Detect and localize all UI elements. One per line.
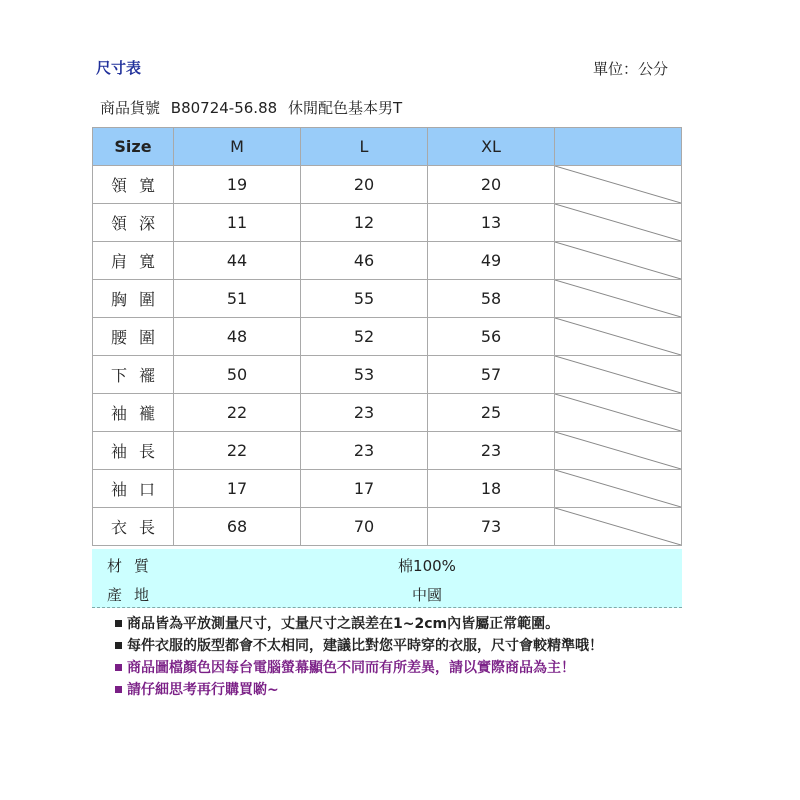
size-value-cell: 53	[301, 356, 428, 394]
measurement-label: 袖長	[93, 432, 174, 470]
origin-row	[92, 578, 682, 607]
empty-cell	[555, 432, 682, 470]
size-value-cell: 23	[301, 394, 428, 432]
note-text: 商品皆為平放測量尺寸，丈量尺寸之誤差在1~2cm內皆屬正常範圍。	[127, 616, 560, 632]
diagonal-slash	[555, 166, 681, 203]
size-value-cell: 23	[301, 432, 428, 470]
table-row	[93, 242, 682, 280]
size-value-cell: 70	[301, 508, 428, 546]
measurement-label: 袖口	[93, 470, 174, 508]
material-row	[92, 549, 682, 578]
size-value-cell: 20	[301, 166, 428, 204]
size-value-cell: 48	[174, 318, 301, 356]
measurement-label: 衣長	[93, 508, 174, 546]
diagonal-slash	[555, 280, 681, 317]
size-value-cell: 56	[428, 318, 555, 356]
empty-cell	[555, 204, 682, 242]
size-value-cell: 25	[428, 394, 555, 432]
note-text: 每件衣服的版型都會不太相同，建議比對您平時穿的衣服，尺寸會較精準哦！	[127, 638, 603, 654]
empty-cell	[555, 280, 682, 318]
table-row	[93, 166, 682, 204]
table-row	[93, 394, 682, 432]
size-value-cell: 46	[301, 242, 428, 280]
material-value: 棉100%	[398, 557, 456, 575]
measurement-label: 領深	[93, 204, 174, 242]
table-row	[93, 508, 682, 546]
empty-cell	[555, 394, 682, 432]
note-text: 商品圖檔顏色因每台電腦螢幕顯色不同而有所差異，請以實際商品為主！	[127, 660, 575, 676]
empty-cell	[555, 318, 682, 356]
note-item	[115, 656, 603, 678]
note-item	[115, 678, 603, 700]
note-item	[115, 634, 603, 656]
diagonal-slash	[555, 470, 681, 507]
notes-list	[115, 612, 603, 700]
size-value-cell: 57	[428, 356, 555, 394]
size-value-cell: 51	[174, 280, 301, 318]
measurement-label: 下襬	[93, 356, 174, 394]
measurement-label: 肩寬	[93, 242, 174, 280]
size-value-cell: 68	[174, 508, 301, 546]
origin-label: 產地	[107, 586, 162, 604]
bullet-icon	[115, 620, 122, 627]
bullet-icon	[115, 686, 122, 693]
page-title: 尺寸表	[96, 59, 142, 77]
material-label: 材質	[107, 557, 162, 575]
column-header: L	[301, 128, 428, 166]
diagonal-slash	[555, 204, 681, 241]
bullet-icon	[115, 664, 122, 671]
unit-label: 單位：公分	[593, 60, 669, 78]
size-value-cell: 52	[301, 318, 428, 356]
product-code: B80724-56.88	[170, 99, 278, 117]
note-text: 請仔細思考再行購買喲~	[127, 682, 279, 698]
column-header: XL	[428, 128, 555, 166]
size-value-cell: 22	[174, 394, 301, 432]
note-item	[115, 612, 603, 634]
table-row	[93, 280, 682, 318]
size-value-cell: 58	[428, 280, 555, 318]
column-header	[555, 128, 682, 166]
bullet-icon	[115, 642, 122, 649]
size-value-cell: 11	[174, 204, 301, 242]
size-value-cell: 50	[174, 356, 301, 394]
empty-cell	[555, 470, 682, 508]
empty-cell	[555, 508, 682, 546]
size-value-cell: 44	[174, 242, 301, 280]
diagonal-slash	[555, 318, 681, 355]
empty-cell	[555, 242, 682, 280]
empty-cell	[555, 166, 682, 204]
table-row	[93, 432, 682, 470]
measurement-label: 領寬	[93, 166, 174, 204]
diagonal-slash	[555, 432, 681, 469]
table-header-row	[93, 128, 682, 166]
size-value-cell: 19	[174, 166, 301, 204]
size-value-cell: 17	[174, 470, 301, 508]
size-value-cell: 13	[428, 204, 555, 242]
size-value-cell: 55	[301, 280, 428, 318]
table-row	[93, 356, 682, 394]
product-line	[100, 97, 408, 118]
empty-cell	[555, 356, 682, 394]
size-value-cell: 23	[428, 432, 555, 470]
diagonal-slash	[555, 394, 681, 431]
diagonal-slash	[555, 242, 681, 279]
column-header: Size	[93, 128, 174, 166]
material-section	[92, 549, 682, 608]
measurement-label: 胸圍	[93, 280, 174, 318]
size-value-cell: 12	[301, 204, 428, 242]
diagonal-slash	[555, 508, 681, 545]
size-value-cell: 22	[174, 432, 301, 470]
table-row	[93, 318, 682, 356]
column-header: M	[174, 128, 301, 166]
size-value-cell: 49	[428, 242, 555, 280]
size-value-cell: 73	[428, 508, 555, 546]
size-value-cell: 18	[428, 470, 555, 508]
diagonal-slash	[555, 356, 681, 393]
measurement-label: 袖襱	[93, 394, 174, 432]
measurement-label: 腰圍	[93, 318, 174, 356]
product-label: 商品貨號	[100, 99, 161, 117]
product-name: 休閒配色基本男T	[287, 99, 403, 117]
size-value-cell: 17	[301, 470, 428, 508]
size-value-cell: 20	[428, 166, 555, 204]
table-row	[93, 204, 682, 242]
size-table	[92, 127, 682, 546]
table-body	[93, 166, 682, 546]
table-row	[93, 470, 682, 508]
origin-value: 中國	[411, 586, 442, 604]
